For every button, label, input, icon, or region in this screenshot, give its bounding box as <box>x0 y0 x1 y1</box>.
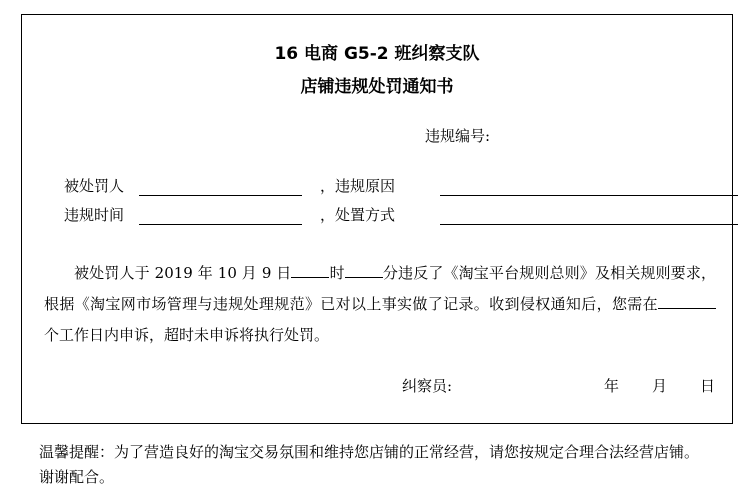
violation-time-label: 违规时间 <box>64 206 125 224</box>
body-text-appeal: 个工作日内申诉，超时未申诉将执行处罚。 <box>44 326 330 344</box>
field-row-person-reason <box>64 175 704 197</box>
notice-document-title: 店铺违规处罚通知书 <box>300 77 454 97</box>
violation-number-label: 违规编号: <box>425 127 491 145</box>
date-day-label: 日 <box>700 377 716 395</box>
signature-row <box>22 375 732 397</box>
violation-notice <box>21 14 733 424</box>
violation-reason-label: ，违规原因 <box>320 177 396 195</box>
date-year-label: 年 <box>604 377 620 395</box>
body-text-date: 被处罚人于 2019 年 10 月 9 日 <box>74 264 292 282</box>
date-month-label: 月 <box>652 377 668 395</box>
hour-blank[interactable] <box>291 260 329 278</box>
violation-time-blank[interactable] <box>139 204 302 225</box>
punished-person-label: 被处罚人 <box>64 177 125 195</box>
inspector-label: 纠察员: <box>402 377 453 395</box>
notice-organization-title: 16 电商 G5-2 班纠察支队 <box>274 44 480 64</box>
field-row-time-method <box>64 204 704 226</box>
body-text-hour: 时 <box>329 264 345 282</box>
body-text-rules: 分违反了《淘宝平台规则总则》及相关规则要求，根据《淘宝网市场管理与违规处理规范》已对以上事实做了记录。收到侵权通知后，您需在 <box>44 264 716 313</box>
violation-reason-blank[interactable] <box>440 175 738 196</box>
handling-method-label: ，处置方式 <box>320 206 396 224</box>
notice-body-paragraph <box>44 258 716 351</box>
appeal-days-blank[interactable] <box>658 291 716 309</box>
handling-method-blank[interactable] <box>440 204 738 225</box>
warm-reminder-text: 温馨提醒：为了营造良好的淘宝交易氛围和维持您店铺的正常经营，请您按规定合理合法经营店铺。谢谢配合。 <box>39 443 700 486</box>
punished-person-blank[interactable] <box>139 175 302 196</box>
minute-blank[interactable] <box>345 260 383 278</box>
